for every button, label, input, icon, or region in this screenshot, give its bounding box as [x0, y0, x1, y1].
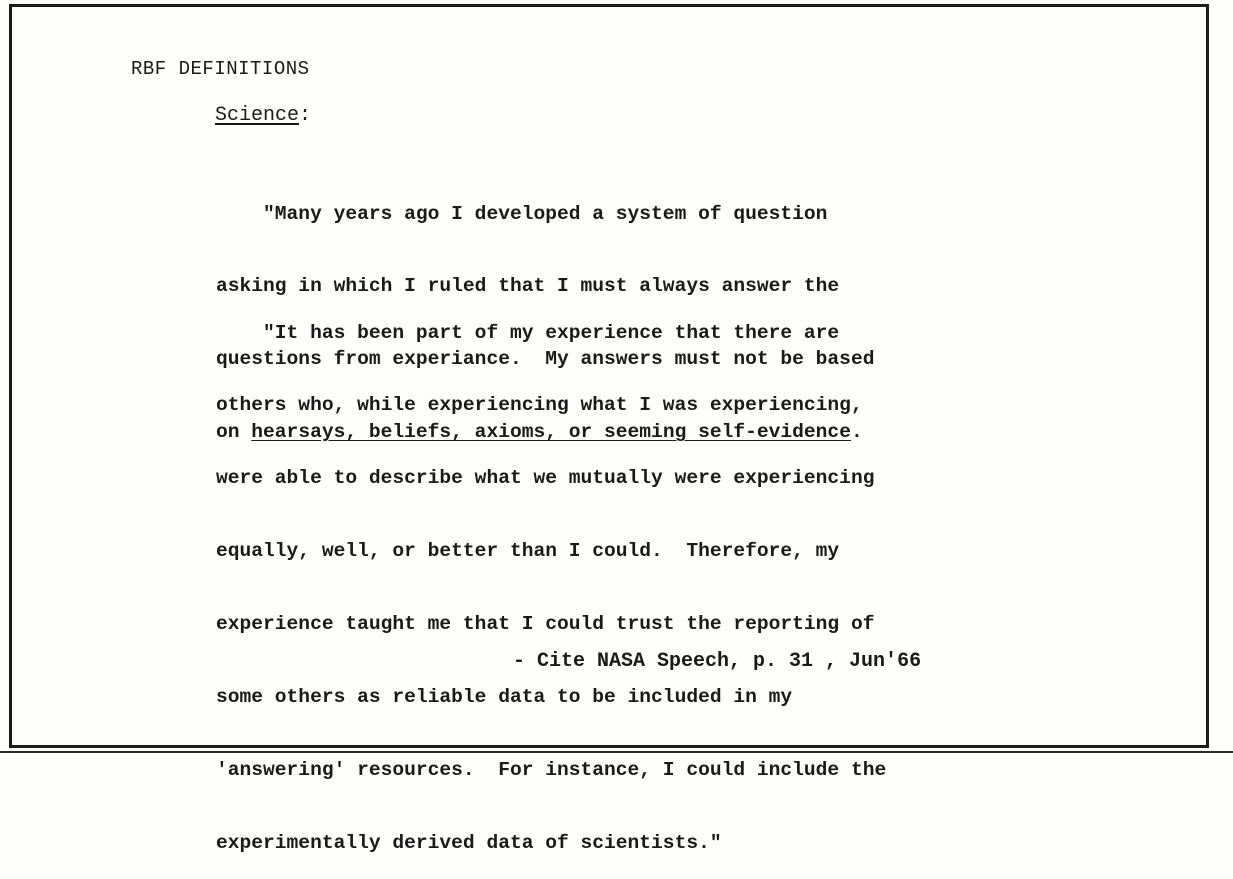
quote-paragraph-2: [216, 272, 886, 879]
paragraph-line: asking in which I ruled that I must always answer the: [216, 275, 840, 298]
line-suffix: .: [850, 421, 863, 444]
section-title-text: Science: [215, 104, 300, 127]
section-title: [215, 104, 311, 127]
paragraph-line: some others as reliable data to be included in my: [216, 686, 793, 709]
line-prefix: on: [216, 421, 252, 444]
paragraph-line: others who, while experiencing what I was experiencing,: [216, 394, 863, 417]
section-title-colon: :: [299, 104, 312, 127]
citation: - Cite NASA Speech, p. 31 , Jun'66: [513, 650, 922, 673]
paragraph-line: "It has been part of my experience that there are: [216, 321, 840, 344]
paragraph-line: experience taught me that I could trust the reporting of: [216, 613, 875, 636]
paragraph-line: "Many years ago I developed a system of question: [216, 202, 828, 225]
paragraph-line: 'answering' resources. For instance, I could include the: [216, 758, 887, 781]
underlined-phrase: hearsays, beliefs, axioms, or seeming self-evidence: [251, 421, 851, 444]
paragraph-line: questions from experiance. My answers must not be based: [216, 348, 875, 371]
paragraph-line: equally, well, or better than I could. Therefore, my: [216, 540, 840, 563]
paragraph-line: experimentally derived data of scientists.": [216, 831, 722, 854]
paragraph-line: were able to describe what we mutually were experiencing: [216, 467, 875, 490]
document-heading: RBF DEFINITIONS: [131, 58, 310, 80]
